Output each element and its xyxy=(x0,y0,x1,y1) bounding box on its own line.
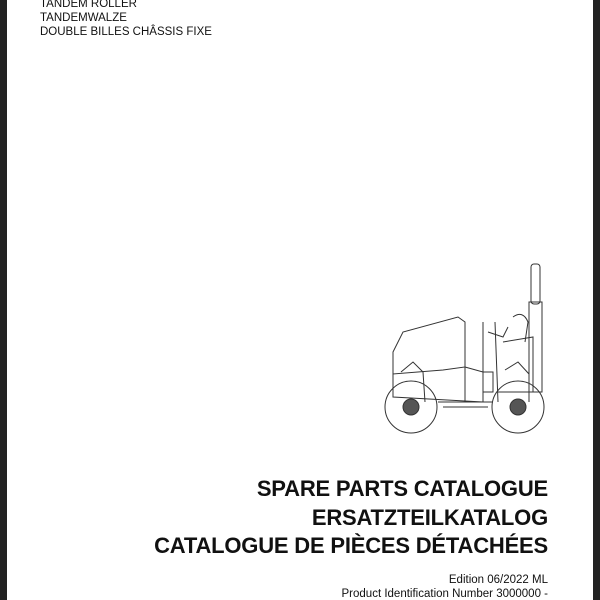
title-en: SPARE PARTS CATALOGUE xyxy=(256,476,548,501)
subtitle-en: TANDEM ROLLER xyxy=(40,0,137,10)
tandem-roller-illustration xyxy=(383,262,553,437)
subtitle-de: TANDEMWALZE xyxy=(40,12,127,24)
edition: Edition 06/2022 ML xyxy=(448,574,548,586)
subtitle-fr: DOUBLE BILLES CHÂSSIS FIXE xyxy=(40,26,212,38)
title-de: ERSATZTEILKATALOG xyxy=(311,505,548,530)
viewer-border-right xyxy=(593,0,600,600)
product-identification: Product Identification Number 3000000 - xyxy=(341,588,548,600)
title-fr: CATALOGUE DE PIÈCES DÉTACHÉES xyxy=(154,533,548,558)
viewer-border-left xyxy=(0,0,7,600)
